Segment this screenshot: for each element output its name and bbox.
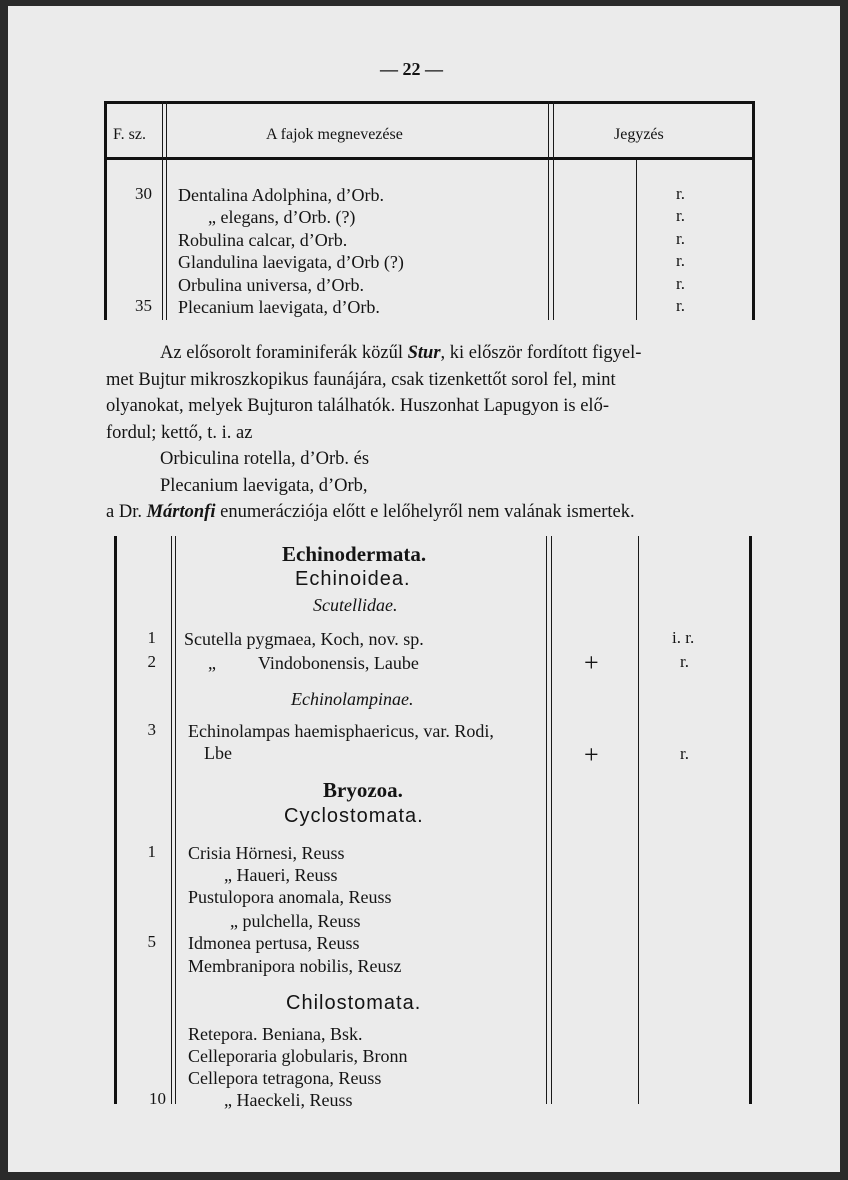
table1-top-rule — [106, 101, 754, 104]
table2-row-num: 1 — [147, 842, 156, 861]
table2-divider-c — [546, 536, 547, 1104]
table1-header-rule — [106, 157, 754, 160]
table2-row-num: 3 — [147, 720, 156, 739]
table2-right-border — [749, 536, 752, 1104]
section-subheading: Chilostomata. — [286, 992, 422, 1014]
paragraph-line — [160, 340, 641, 367]
table2-row-name: „ Haueri, Reuss — [224, 865, 338, 885]
paragraph-line: olyanokat, melyek Bujturon találhatók. Huszonhat Lapugyon is elő- — [106, 396, 609, 416]
table2-row-mark: r. — [680, 652, 689, 671]
table1-divider-e — [636, 160, 637, 320]
paragraph-text: Az elősorolt foraminiferák közűl — [160, 343, 408, 363]
section-subheading: Echinoidea. — [295, 568, 411, 590]
paragraph-line: Orbiculina rotella, d’Orb. és — [160, 449, 370, 469]
section-subheading: Cyclostomata. — [284, 805, 424, 827]
table2-divider-d — [551, 536, 552, 1104]
table2-row-name: „ pulchella, Reuss — [230, 911, 361, 931]
table2-row-num: 2 — [147, 652, 156, 671]
paragraph-text: enumerácziója előtt e lelőhelyről nem valának ismertek. — [215, 502, 635, 522]
table2-left-border — [114, 536, 117, 1104]
table2-row-name: Membranipora nobilis, Reusz — [188, 956, 402, 976]
table1-row-mark: r. — [676, 251, 685, 270]
table2-row-num: 1 — [147, 628, 156, 647]
table1-divider-c — [548, 101, 549, 320]
table1-right-border — [752, 101, 755, 320]
table1-header-num: F. sz. — [113, 126, 146, 143]
table1-row-name: Glandulina laevigata, d’Orb (?) — [178, 252, 404, 272]
table2-row-name: Cellepora tetragona, Reuss — [188, 1068, 382, 1088]
table2-row-mark: i. r. — [672, 628, 695, 647]
page-number: — 22 — — [380, 59, 443, 79]
paragraph-text: , ki először fordított figyel- — [440, 343, 642, 363]
ditto-mark: „ — [208, 653, 216, 673]
table1-row-name: Dentalina Adolphina, d’Orb. — [178, 185, 384, 205]
table2-row-num: 5 — [147, 932, 156, 951]
table2-row-name: Celleporaria globularis, Bronn — [188, 1046, 408, 1066]
table1-header-note: Jegyzés — [614, 126, 664, 143]
table2-row-name: Retepora. Beniana, Bsk. — [188, 1024, 363, 1044]
table1-row-num: 30 — [135, 184, 152, 203]
table1-divider-a — [162, 101, 163, 320]
table2-row-name: Crisia Hörnesi, Reuss — [188, 843, 345, 863]
table1-divider-d — [553, 101, 554, 320]
table2-row-name: Idmonea pertusa, Reuss — [188, 933, 360, 953]
paragraph-line — [106, 499, 635, 526]
table2-row-name: Pustulopora anomala, Reuss — [188, 887, 392, 907]
table1-row-name: Orbulina universa, d’Orb. — [178, 275, 364, 295]
section-heading: Bryozoa. — [323, 778, 403, 802]
table1-left-border — [104, 101, 107, 320]
scanned-page — [8, 6, 840, 1172]
table2-divider-b — [175, 536, 176, 1104]
plus-mark: + — [584, 648, 599, 677]
paragraph-line: met Bujtur mikroszkopikus faunájára, csak tizenkettőt sorol fel, mint — [106, 370, 616, 390]
table2-row-name: Echinolampas haemisphaericus, var. Rodi, — [188, 721, 494, 741]
table1-row-mark: r. — [676, 296, 685, 315]
author-name: Stur — [407, 343, 441, 363]
author-name: Mártonfi — [146, 502, 216, 522]
table1-header-name: A fajok megnevezése — [266, 126, 403, 143]
section-heading: Echinodermata. — [282, 542, 427, 566]
table1-row-num: 35 — [135, 296, 152, 315]
table1-row-mark: r. — [676, 229, 685, 248]
paragraph-line: Plecanium laevigata, d’Orb, — [160, 476, 368, 496]
table2-row-name-cont: Lbe — [204, 743, 232, 763]
paragraph-text: a Dr. — [106, 502, 147, 522]
table2-row-num: 10 — [149, 1089, 166, 1108]
plus-mark: + — [584, 740, 599, 769]
table1-row-name: Plecanium laevigata, d’Orb. — [178, 297, 380, 317]
table2-row-name: Vindobonensis, Laube — [258, 653, 419, 673]
family-heading: Echinolampinae. — [291, 689, 414, 709]
table1-divider-b — [166, 101, 167, 320]
paragraph-line: fordul; kettő, t. i. az — [106, 423, 253, 443]
family-heading: Scutellidae. — [313, 595, 398, 615]
table1-row-mark: r. — [676, 274, 685, 293]
table2-row-mark: r. — [680, 744, 689, 763]
table1-row-mark: r. — [676, 206, 685, 225]
table1-row-name: „ elegans, d’Orb. (?) — [208, 207, 356, 227]
table1-row-name: Robulina calcar, d’Orb. — [178, 230, 348, 250]
table2-divider-a — [171, 536, 172, 1104]
table2-row-name: „ Haeckeli, Reuss — [224, 1090, 353, 1110]
table1-row-mark: r. — [676, 184, 685, 203]
table2-divider-e — [638, 536, 639, 1104]
table2-row-name: Scutella pygmaea, Koch, nov. sp. — [184, 629, 424, 649]
